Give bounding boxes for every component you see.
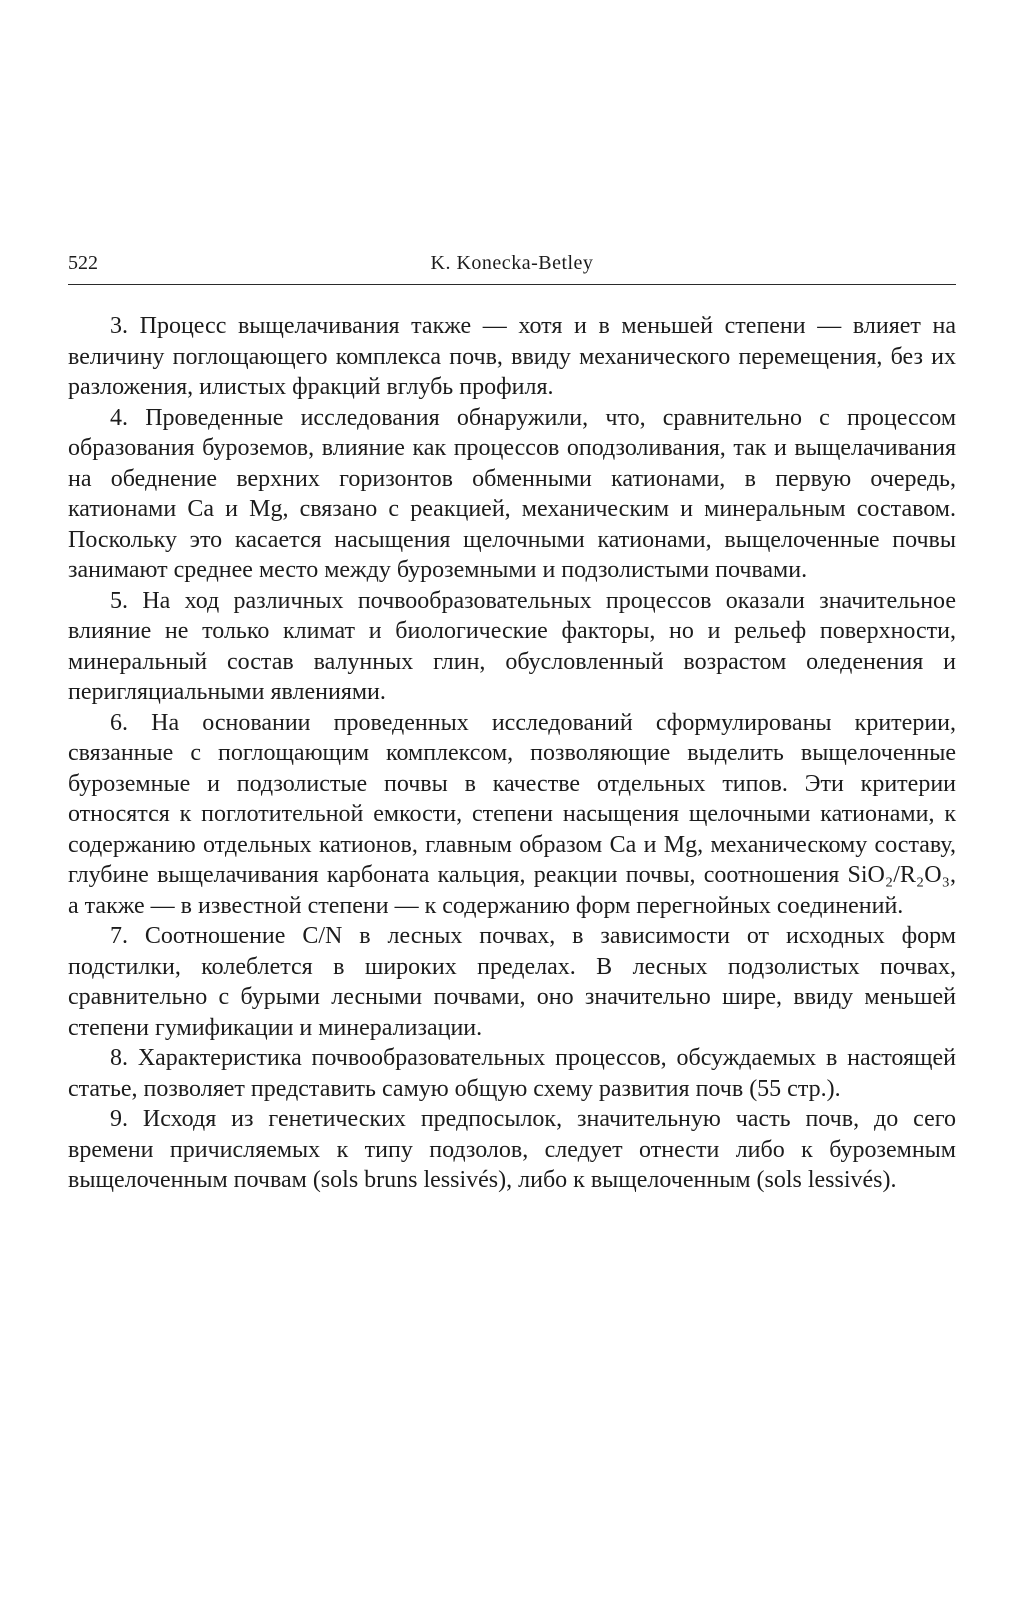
running-header-author: K. Konecka-Betley <box>430 252 594 274</box>
paragraph-conclusion-4: 4. Проведенные исследования обнаружили, что, сравнительно с процессом образования буроземов, влияние как процессов оподзоливания, так и выщелачивания на обеднение верхних горизонтов обменными катионами, в первую очередь, катионами Ca и Mg, связано с реакцией, механическим и минеральным составом. Поскольку это касается насыщения щелочными катионами, выщелоченные почвы занимают среднее место между буроземными и подзолистыми почвами. <box>68 404 956 583</box>
paragraph-conclusion-9: 9. Исходя из генетических предпосылок, значительную часть почв, до сего времени причисляемых к типу подзолов, следует отнести либо к буроземным выщелоченным почвам (sols bruns lessivés), либо к выщелоченным (sols lessivés). <box>68 1106 956 1193</box>
page-number: 522 <box>68 252 98 274</box>
paragraph-conclusion-6: 6. На основании проведенных исследований сформулированы критерии, связанные с поглощающим комплексом, позволяющие выделить выщелоченные буроземные и подзолистые почвы в качестве отдельных типов. Эти критерии относятся к поглотительной емкости, степени насыщения щелочными катионами, к содержанию отдельных катионов, главным образом Ca и Mg, механическому составу, глубине выщелачивания карбоната кальция, реакции почвы, соотношения SiO₂/R₂O₃, а также — в известной степени — к содержанию форм перегнойных соединений. <box>68 709 956 919</box>
page <box>68 0 956 1607</box>
running-header <box>68 250 956 285</box>
paragraph-conclusion-5: 5. На ход различных почвообразовательных процессов оказали значительное влияние не только климат и биологические факторы, но и рельеф поверхности, минеральный состав валунных глин, обусловленный возрастом оледенения и перигляциальными явлениями. <box>68 587 956 705</box>
paragraph-conclusion-3: 3. Процесс выщелачивания также — хотя и в меньшей степени — влияет на величину поглощающего комплекса почв, ввиду механического перемещения, без их разложения, илистых фракций вглубь профиля. <box>68 313 956 400</box>
article-body <box>68 311 956 1196</box>
paragraph-conclusion-8: 8. Характеристика почвообразовательных процессов, обсуждаемых в настоящей статье, позволяет представить самую общую схему развития почв (55 стр.). <box>68 1045 956 1102</box>
paragraph-conclusion-7: 7. Соотношение C/N в лесных почвах, в зависимости от исходных форм подстилки, колеблется в широких пределах. В лесных подзолистых почвах, сравнительно с бурыми лесными почвами, оно значительно шире, ввиду меньшей степени гумификации и минерализации. <box>68 923 956 1041</box>
